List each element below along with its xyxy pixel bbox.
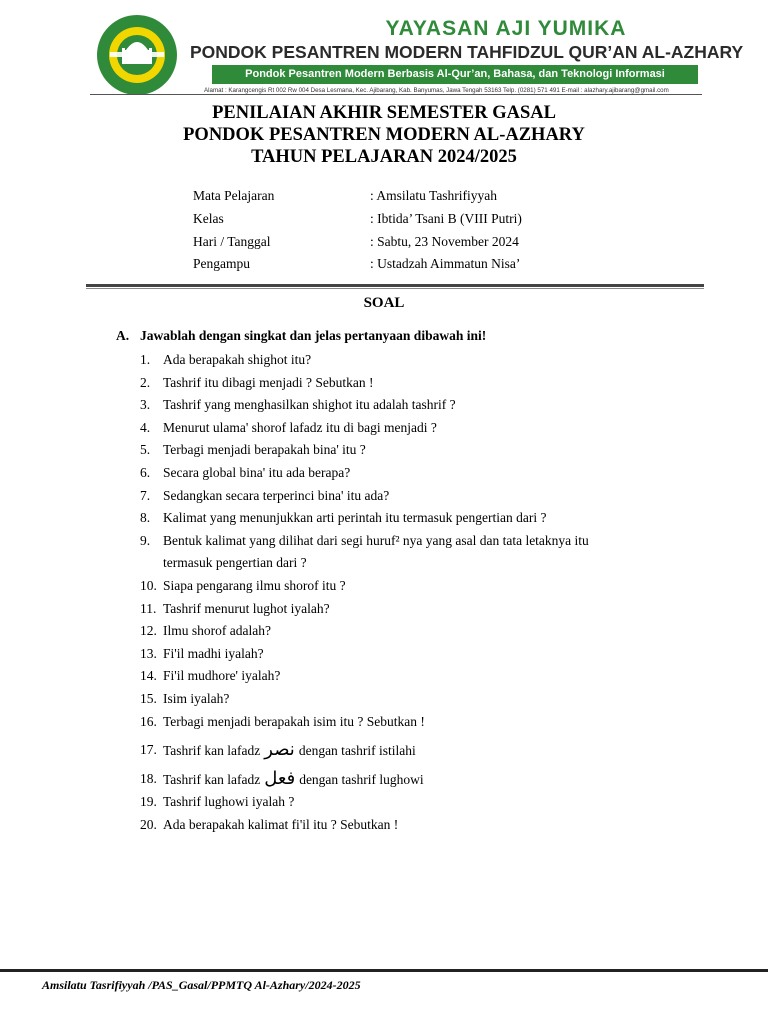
- question-text: Ilmu shorof adalah?: [163, 623, 271, 639]
- question-number: 15.: [140, 690, 157, 706]
- info-value: : Ibtida’ Tsani B (VIII Putri): [370, 210, 522, 226]
- question-text: Tashrif itu dibagi menjadi ? Sebutkan !: [163, 374, 374, 390]
- question-number: 5.: [140, 442, 151, 458]
- question-text: Tashrif menurut lughot iyalah?: [163, 600, 330, 616]
- question-text: [163, 769, 424, 790]
- question-text: Sedangkan secara terperinci bina' itu ada?: [163, 487, 390, 503]
- exam-title-block: [0, 102, 768, 168]
- question-text: [163, 740, 416, 761]
- question-number: 6.: [140, 464, 151, 480]
- question-number: 14.: [140, 668, 157, 684]
- question-number: 11.: [140, 600, 157, 616]
- question-text: Tashrif yang menghasilkan shighot itu adalah tashrif ?: [163, 397, 456, 413]
- info-label: Mata Pelajaran: [193, 188, 275, 203]
- question-text: termasuk pengertian dari ?: [163, 555, 307, 571]
- question-number: 2.: [140, 374, 151, 390]
- question-number: 3.: [140, 397, 151, 413]
- school-name: PONDOK PESANTREN MODERN TAHFIDZUL QUR’AN AL-AZHARY: [190, 42, 744, 62]
- question-number: 17.: [140, 742, 157, 758]
- question-text-after: dengan tashrif istilahi: [298, 743, 416, 759]
- footer-text: Amsilatu Tasrifiyyah /PAS_Gasal/PPMTQ Al-Azhary/2024-2025: [42, 978, 361, 992]
- info-value: : Sabtu, 23 November 2024: [370, 233, 519, 249]
- info-value: : Amsilatu Tashrifiyyah: [370, 188, 498, 203]
- section-divider: [86, 284, 704, 287]
- question-number: 7.: [140, 487, 151, 503]
- instruction-text: Jawablah dengan singkat dan jelas pertanyaan dibawah ini!: [140, 328, 487, 343]
- question-text-before: Tashrif kan lafadz: [163, 743, 261, 759]
- question-text: Ada berapakah kalimat fi'il itu ? Sebutkan !: [163, 816, 399, 832]
- question-number: 8.: [140, 510, 151, 526]
- section-divider-thin: [86, 288, 704, 289]
- question-text: Fi'il madhi iyalah?: [163, 645, 264, 661]
- question-number: 16.: [140, 713, 157, 729]
- footer-divider: [0, 969, 768, 972]
- question-text: Tashrif lughowi iyalah ?: [163, 794, 295, 810]
- question-number: 13.: [140, 645, 157, 661]
- exam-title: PENILAIAN AKHIR SEMESTER GASAL: [212, 103, 556, 123]
- question-number: 20.: [140, 816, 157, 832]
- question-number: 9.: [140, 532, 151, 548]
- question-number: 19.: [140, 794, 157, 810]
- question-text-before: Tashrif kan lafadz: [163, 772, 261, 788]
- foundation-name: YAYASAN AJI YUMIKA: [385, 17, 627, 40]
- question-text: Fi'il mudhore' iyalah?: [163, 668, 281, 684]
- question-text: Siapa pengarang ilmu shorof itu ?: [163, 577, 346, 593]
- info-label: Hari / Tanggal: [193, 233, 271, 249]
- question-text: Terbagi menjadi berapakah isim itu ? Sebutkan !: [163, 713, 425, 729]
- info-value: : Ustadzah Aimmatun Nisa’: [370, 256, 521, 272]
- section-letter: A.: [116, 328, 130, 343]
- question-number: 12.: [140, 623, 157, 639]
- exam-year: TAHUN PELAJARAN 2024/2025: [251, 147, 517, 167]
- question-text: Terbagi menjadi berapakah bina' itu ?: [163, 442, 366, 458]
- school-tagline: Pondok Pesantren Modern Berbasis Al-Qur’an, Bahasa, dan Teknologi Informasi: [212, 65, 698, 84]
- info-label: Pengampu: [193, 256, 250, 272]
- questions-heading: SOAL: [363, 295, 405, 311]
- question-text: Ada berapakah shighot itu?: [163, 352, 312, 367]
- arabic-word: نصر: [264, 739, 295, 761]
- question-text: Kalimat yang menunjukkan arti perintah itu termasuk pengertian dari ?: [163, 510, 547, 526]
- exam-institution: PONDOK PESANTREN MODERN AL-AZHARY: [183, 125, 585, 145]
- school-address: Alamat : Karangcengis Rt 002 Rw 004 Desa Lesmana, Kec. Ajibarang, Kab. Banyumas, Jawa Tengah 53163 Telp. (0281) 571 491 E-mail : alazhary.ajibarang@gmail.com: [204, 87, 669, 94]
- question-number: 1.: [140, 352, 151, 367]
- question-number: 18.: [140, 771, 157, 787]
- header-divider: [90, 94, 702, 95]
- question-number: 10.: [140, 577, 157, 593]
- letterhead: [92, 10, 744, 96]
- question-number: 4.: [140, 419, 151, 435]
- question-text: Secara global bina' itu ada berapa?: [163, 464, 351, 480]
- info-label: Kelas: [193, 210, 224, 226]
- section-instruction: [116, 328, 486, 344]
- question-text: Bentuk kalimat yang dilihat dari segi huruf² nya yang asal dan tata letaknya itu: [163, 532, 589, 548]
- question-text-after: dengan tashrif lughowi: [299, 772, 424, 788]
- arabic-word: فعل: [264, 768, 296, 790]
- school-seal-icon: [96, 14, 178, 96]
- question-text: Menurut ulama' shorof lafadz itu di bagi menjadi ?: [163, 419, 437, 435]
- question-text: Isim iyalah?: [163, 690, 230, 706]
